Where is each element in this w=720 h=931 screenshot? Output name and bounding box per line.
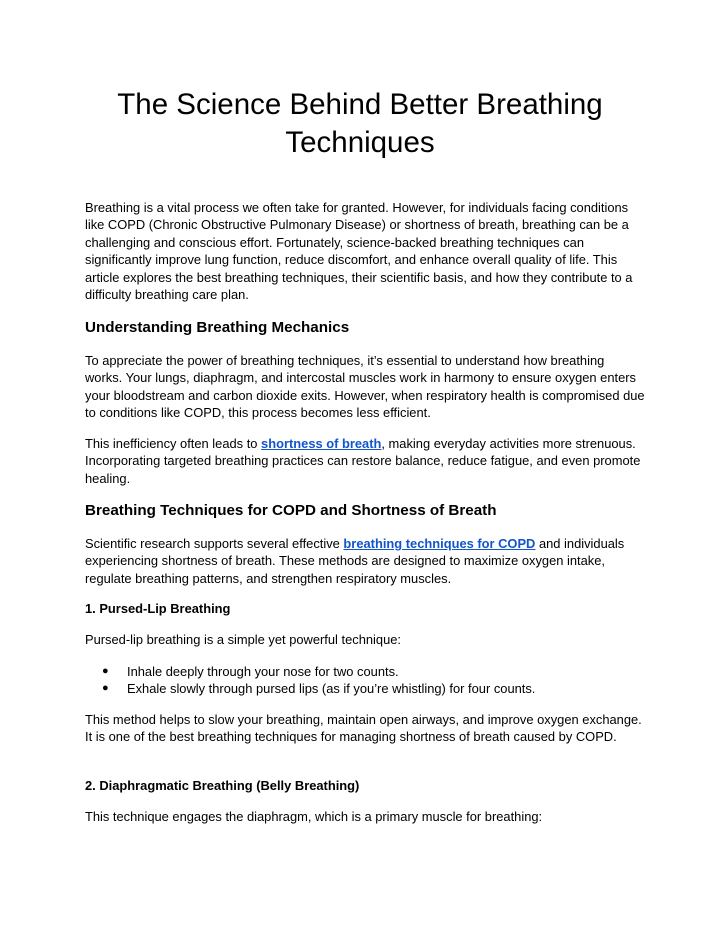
- list-item: [85, 680, 645, 697]
- copd-techniques-link[interactable]: breathing techniques for COPD: [343, 536, 536, 551]
- step-text: Inhale deeply through your nose for two counts.: [127, 664, 399, 679]
- shortness-of-breath-link[interactable]: shortness of breath: [261, 436, 382, 451]
- diaphragmatic-intro: This technique engages the diaphragm, which is a primary muscle for breathing:: [85, 809, 543, 824]
- pursed-lip-intro: Pursed-lip breathing is a simple yet powerful technique:: [85, 632, 401, 647]
- research-text-start: Scientific research supports several effective: [85, 536, 344, 551]
- section-heading-techniques: Breathing Techniques for COPD and Shortness of Breath: [85, 502, 497, 519]
- research-text-end: and individuals experiencing shortness of breath. These methods are designed to maximize oxygen intake, regulate breathing patterns, and strengthen respiratory muscles.: [85, 536, 625, 586]
- bullet-icon: ●: [102, 665, 109, 677]
- inefficiency-text-start: This inefficiency often leads to: [85, 436, 262, 451]
- mechanics-paragraph: To appreciate the power of breathing techniques, it’s essential to understand how breathing works. Your lungs, diaphragm, and intercostal muscles work in harmony to ensure oxygen enters your bloodstream and carbon dioxide exits. However, when respiratory health is compromised due to conditions like COPD, this process becomes less efficient.: [85, 353, 645, 421]
- research-paragraph: [85, 535, 645, 587]
- technique-heading-diaphragmatic: 2. Diaphragmatic Breathing (Belly Breathing): [85, 778, 360, 793]
- list-item: [85, 663, 645, 680]
- inefficiency-text-end: , making everyday activities more strenuous. Incorporating targeted breathing practices can restore balance, reduce fatigue, and even promote healing.: [85, 436, 641, 486]
- technique-heading-pursed-lip: 1. Pursed-Lip Breathing: [85, 601, 231, 616]
- intro-paragraph: Breathing is a vital process we often take for granted. However, for individuals facing conditions like COPD (Chronic Obstructive Pulmonary Disease) or shortness of breath, breathing can be a challenging and conscious effort. Fortunately, science-backed breathing techniques can significantly improve lung function, reduce discomfort, and enhance overall quality of life. This article explores the best breathing techniques, their scientific basis, and how they contribute to a difficulty breathing care plan.: [85, 200, 633, 303]
- page-title: The Science Behind Better Breathing Techniques: [117, 88, 603, 159]
- step-text: Exhale slowly through pursed lips (as if you’re whistling) for four counts.: [127, 681, 536, 697]
- bullet-icon: ●: [102, 682, 109, 695]
- pursed-lip-summary: This method helps to slow your breathing, maintain open airways, and improve oxygen exchange. It is one of the best breathing techniques for managing shortness of breath caused by COPD.: [85, 712, 642, 745]
- section-heading-mechanics: Understanding Breathing Mechanics: [85, 319, 350, 336]
- pursed-lip-steps: [85, 663, 645, 698]
- inefficiency-paragraph: [85, 435, 645, 487]
